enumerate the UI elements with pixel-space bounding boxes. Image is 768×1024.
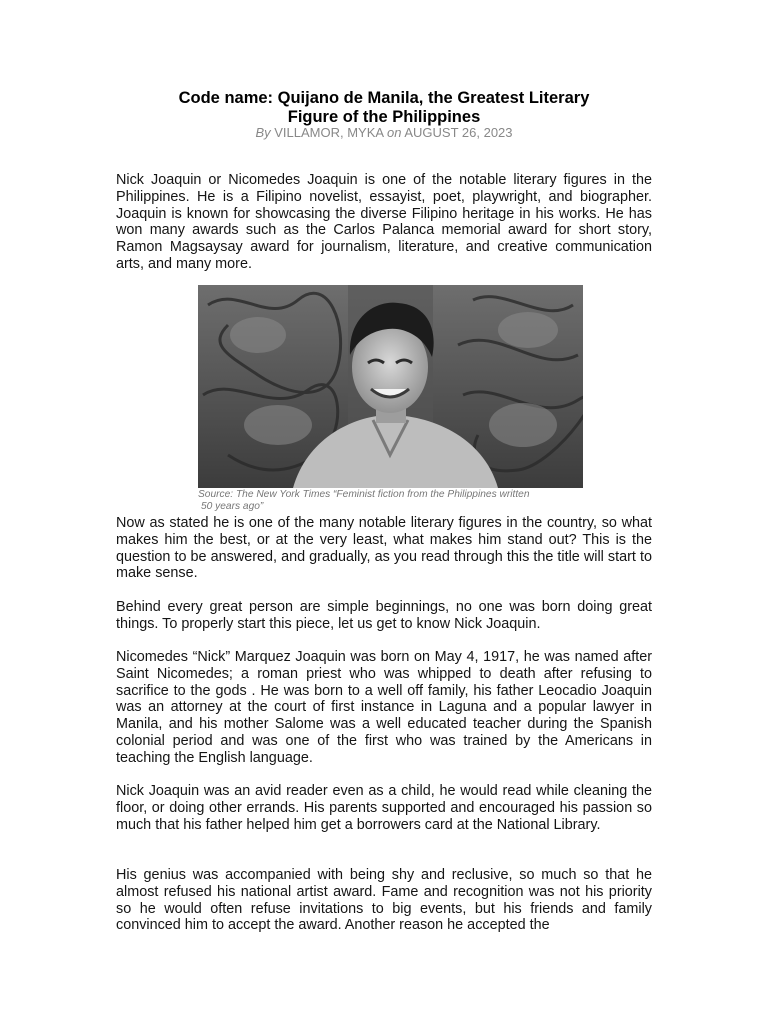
byline-by: By [255,125,271,140]
byline-date: AUGUST 26, 2023 [404,125,513,140]
article-photo [198,285,583,488]
paragraph-birth: Nicomedes “Nick” Marquez Joaquin was born on May 4, 1917, he was named after Saint Nicomedes; a roman priest who was whipped to death after refusing to sacrifice to the gods . He was born to a well off family, his father Leocadio Joaquin was an attorney at the court of first instance in Laguna and a popular lawyer in Manila, and his mother Salome was a well educated teacher during the Spanish colonial period and was one of the first who was trained by the Americans in teaching the English language. [116,649,652,766]
byline-author: VILLAMOR, MYKA [274,125,384,140]
paragraph-beginnings: Behind every great person are simple beginnings, no one was born doing great things. To properly start this piece, let us get to know Nick Joaquin. [116,599,652,632]
article-title-line-2: Figure of the Philippines [287,108,481,126]
image-caption-line-2: 50 years ago” [201,501,264,512]
paragraph-intro: Nick Joaquin or Nicomedes Joaquin is one of the notable literary figures in the Philippines. He is a Filipino novelist, essayist, poet, playwright, and biographer. Joaquin is known for showcasing the diverse Filipino heritage in his works. He has won many awards such as the Carlos Palanca memorial award for short story, Ramon Magsaysay award for journalism, literature, and creative communication arts, and many more. [116,172,652,272]
image-caption [198,489,598,513]
byline [0,125,768,141]
article-title-line-1: Code name: Quijano de Manila, the Greatest Literary [178,89,590,107]
paragraph-genius: His genius was accompanied with being shy and reclusive, so much so that he almost refused his national artist award. Fame and recognition was not his priority so he would often refuse invitations to big events, but his friends and family convinced him to accept the award. Another reason he accepted the [116,867,652,934]
byline-on: on [386,125,402,140]
portrait-photo-illustration [198,285,583,488]
paragraph-stand-out: Now as stated he is one of the many notable literary figures in the country, so what makes him the best, or at the very least, what makes him stand out? This is the question to be answered, and gradually, as you read through this the title will start to make sense. [116,515,652,582]
image-caption-line-1: Source: The New York Times “Feminist fiction from the Philippines written [198,489,530,500]
paragraph-reader: Nick Joaquin was an avid reader even as a child, he would read while cleaning the floor, or doing other errands. His parents supported and encouraged his passion so much that his father helped him get a borrowers card at the National Library. [116,783,652,833]
